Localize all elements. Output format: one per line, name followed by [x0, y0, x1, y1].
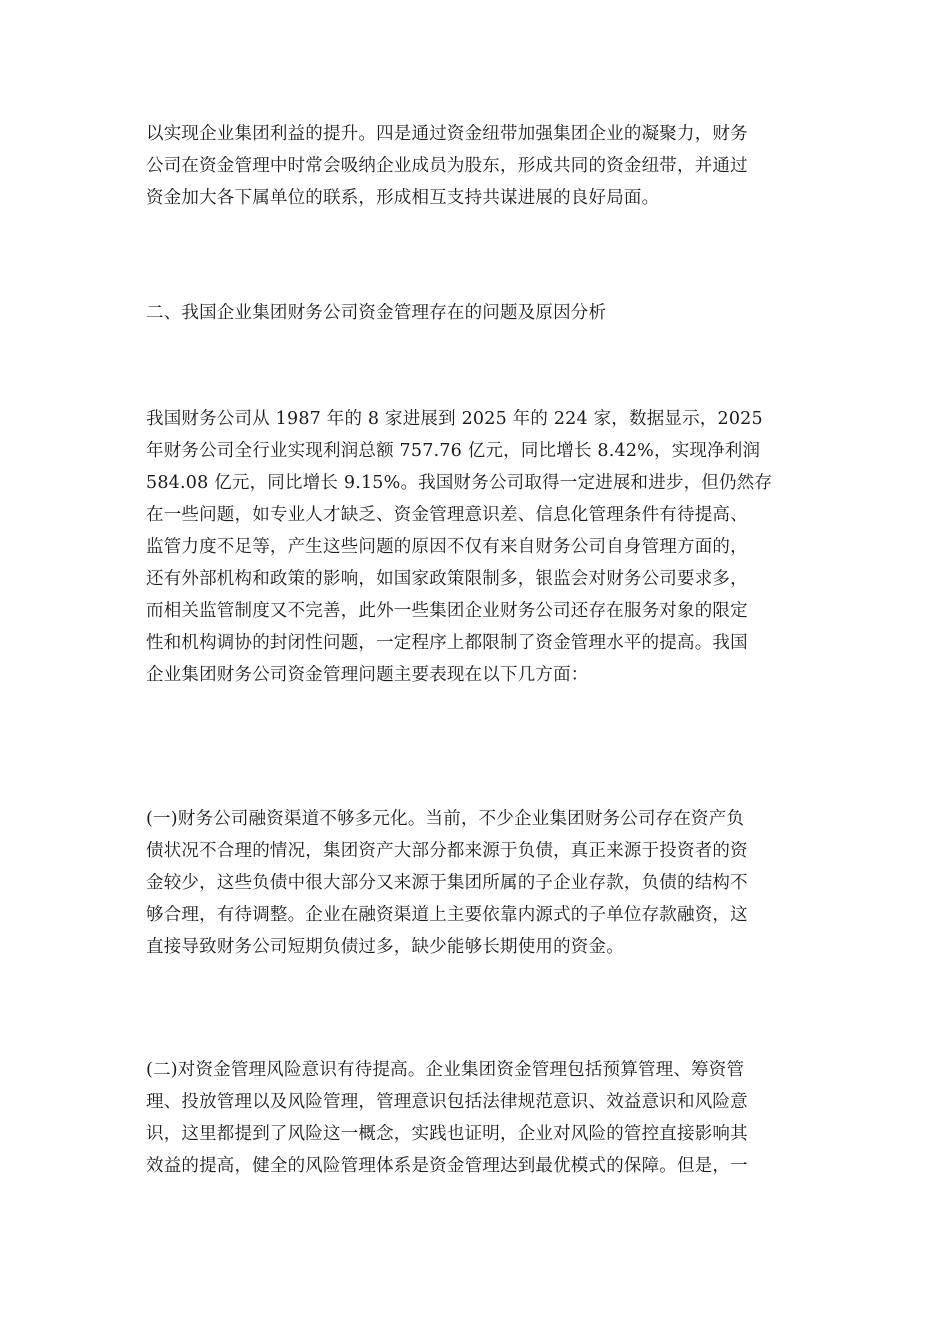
text-line: 金较少，这些负债中很大部分又来源于集团所属的子企业存款，负债的结构不	[146, 873, 748, 893]
paragraph-point-one	[146, 803, 810, 963]
text-line: 还有外部机构和政策的影响，如国家政策限制多，银监会对财务公司要求多，	[146, 569, 748, 589]
text-line: 理、投放管理以及风险管理，管理意识包括法律规范意识、效益意识和风险意	[146, 1092, 748, 1112]
text-line: 而相关监管制度又不完善，此外一些集团企业财务公司还存在服务对象的限定	[146, 601, 748, 621]
paragraph-overview	[146, 403, 810, 691]
text-line: 识，这里都提到了风险这一概念，实践也证明，企业对风险的管控直接影响其	[146, 1124, 748, 1144]
text-line: 我国财务公司从 1987 年的 8 家进展到 2025 年的 224 家，数据显示，2025	[146, 409, 763, 429]
paragraph-intro-continuation	[146, 118, 810, 214]
text-line: 性和机构调协的封闭性问题，一定程序上都限制了资金管理水平的提高。我国	[146, 633, 748, 653]
text-line: 资金加大各下属单位的联系，形成相互支持共谋进展的良好局面。	[146, 188, 660, 208]
text-line: 效益的提高，健全的风险管理体系是资金管理达到最优模式的保障。但是，一	[146, 1156, 748, 1176]
text-line: (二)对资金管理风险意识有待提高。企业集团资金管理包括预算管理、筹资管	[146, 1060, 745, 1080]
text-line: 监管力度不足等，产生这些问题的原因不仅有来自财务公司自身管理方面的，	[146, 537, 748, 557]
text-line: 年财务公司全行业实现利润总额 757.76 亿元，同比增长 8.42%，实现净利润	[146, 441, 761, 461]
text-line: 债状况不合理的情况，集团资产大部分都来源于负债，真正来源于投资者的资	[146, 841, 748, 861]
paragraph-point-two	[146, 1054, 810, 1182]
text-line: 直接导致财务公司短期负债过多，缺少能够长期使用的资金。	[146, 937, 624, 957]
text-line: (一)财务公司融资渠道不够多元化。当前，不少企业集团财务公司存在资产负	[146, 809, 745, 829]
text-line: 584.08 亿元，同比增长 9.15%。我国财务公司取得一定进展和进步，但仍然存	[146, 473, 773, 493]
text-line: 在一些问题，如专业人才缺乏、资金管理意识差、信息化管理条件有待提高、	[146, 505, 748, 525]
text-line: 企业集团财务公司资金管理问题主要表现在以下几方面：	[146, 665, 589, 685]
section-heading	[146, 297, 810, 329]
text-line: 够合理，有待调整。企业在融资渠道上主要依靠内源式的子单位存款融资，这	[146, 905, 748, 925]
text-line: 公司在资金管理中时常会吸纳企业成员为股东，形成共同的资金纽带，并通过	[146, 156, 748, 176]
text-line: 以实现企业集团利益的提升。四是通过资金纽带加强集团企业的凝聚力，财务	[146, 124, 748, 144]
section-heading-text: 二、我国企业集团财务公司资金管理存在的问题及原因分析	[146, 303, 607, 323]
